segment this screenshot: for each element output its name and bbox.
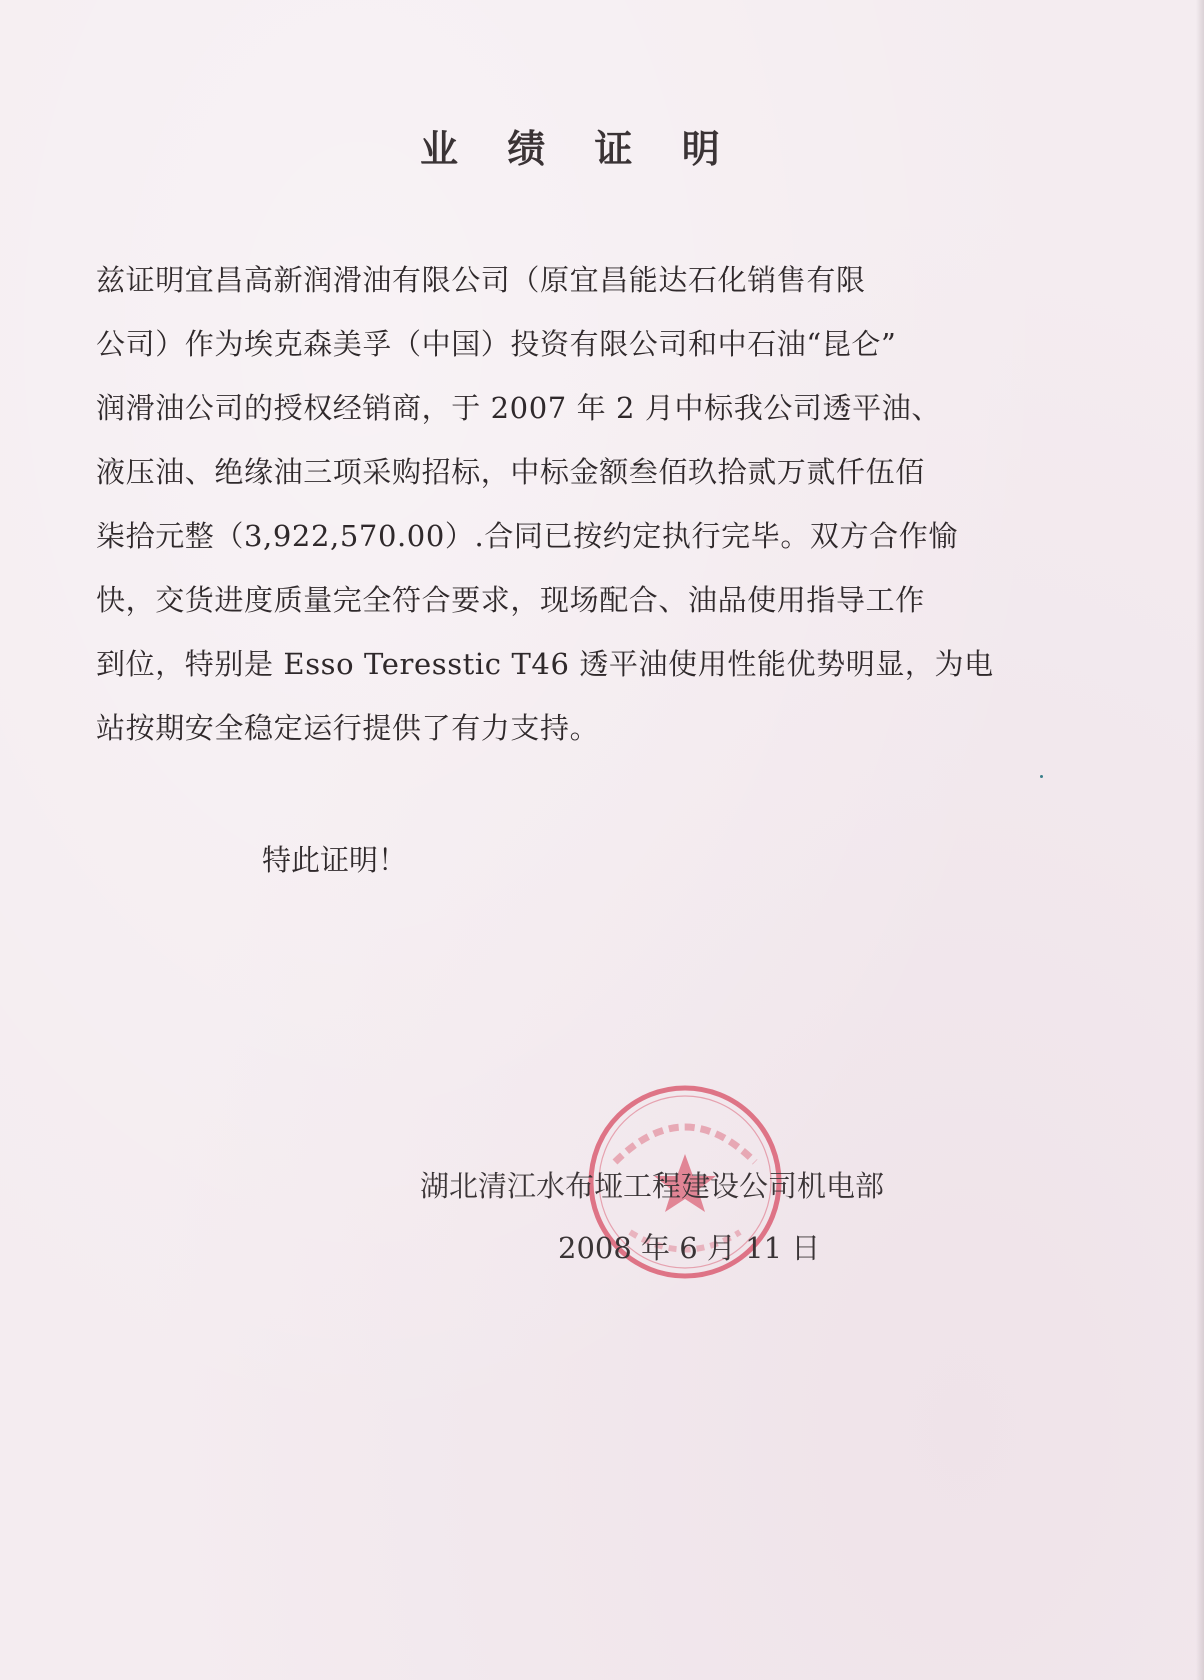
body-line-5: 柒拾元整（3,922,570.00）.合同已按约定执行完毕。双方合作愉 — [96, 519, 958, 553]
body-line-1: 兹证明宜昌高新润滑油有限公司（原宜昌能达石化销售有限 — [96, 263, 866, 297]
body-line-3: 润滑油公司的授权经销商，于 2007 年 2 月中标我公司透平油、 — [96, 391, 941, 425]
body-line-6: 快，交货进度质量完全符合要求，现场配合、油品使用指导工作 — [96, 583, 925, 617]
signer-organization: 湖北清江水布垭工程建设公司机电部 — [420, 1169, 885, 1203]
body-line-8: 站按期安全稳定运行提供了有力支持。 — [96, 711, 600, 745]
body-line-7: 到位，特别是 Esso Teresstic T46 透平油使用性能优势明显，为电 — [96, 647, 994, 681]
body-line-4: 液压油、绝缘油三项采购招标，中标金额叁佰玖拾贰万贰仟伍佰 — [96, 455, 925, 489]
scan-speck — [1040, 775, 1043, 778]
closing-statement: 特此证明！ — [262, 843, 408, 877]
scan-edge-shadow — [1196, 0, 1204, 1680]
signature-date: 2008 年 6 月 11 日 — [558, 1231, 821, 1265]
body-line-2: 公司）作为埃克森美孚（中国）投资有限公司和中石油“昆仑” — [96, 327, 897, 361]
document-title: 业 绩 证 明 — [420, 126, 738, 171]
